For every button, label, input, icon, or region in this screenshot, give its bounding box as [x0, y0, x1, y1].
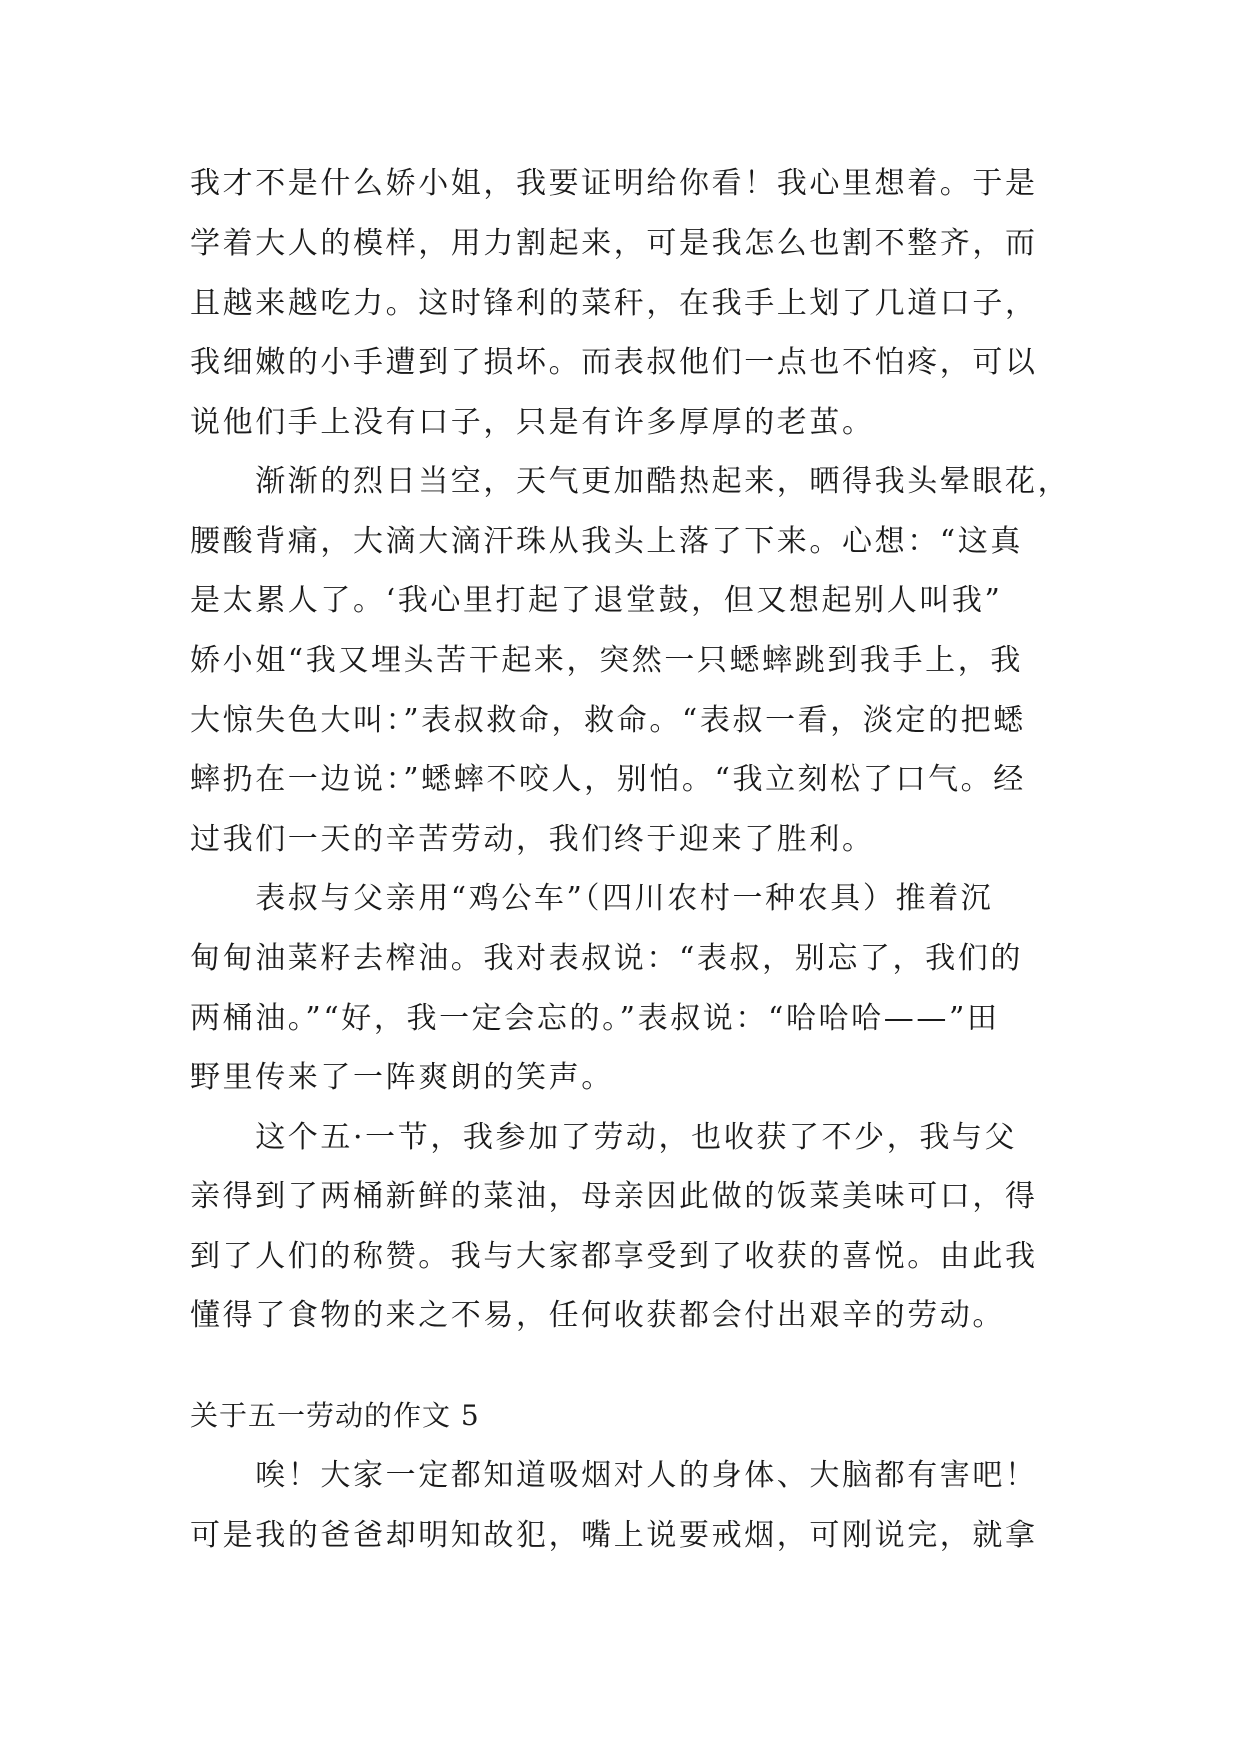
text-line: 大惊失色大叫：”表叔救命，救命。“表叔一看，淡定的把蟋 — [190, 703, 1026, 738]
text-line: 渐渐的烈日当空，天气更加酷热起来，晒得我头晕眼花， — [190, 464, 1071, 499]
text-line: 亲得到了两桶新鲜的菜油，母亲因此做的饭菜美味可口，得 — [190, 1179, 1038, 1214]
text-line: 懂得了食物的来之不易，任何收获都会付出艰辛的劳动。 — [190, 1298, 1005, 1333]
text-line: 可是我的爸爸却明知故犯，嘴上说要戒烟，可刚说完，就拿 — [190, 1518, 1038, 1553]
text-line: 我细嫩的小手遭到了损坏。而表叔他们一点也不怕疼，可以 — [190, 345, 1038, 380]
text-line: 到了人们的称赞。我与大家都享受到了收获的喜悦。由此我 — [190, 1239, 1038, 1274]
text-line: 且越来越吃力。这时锋利的菜秆，在我手上划了几道口子， — [190, 286, 1038, 321]
text-line: 娇小姐“我又埋头苦干起来，突然一只蟋蟀跳到我手上，我 — [190, 643, 1023, 678]
text-line: 表叔与父亲用“鸡公车”（四川农村一种农具）推着沉 — [190, 881, 994, 916]
text-line: 学着大人的模样，用力割起来，可是我怎么也割不整齐，而 — [190, 226, 1038, 261]
section-heading: 关于五一劳动的作文 5 — [190, 1399, 480, 1432]
text-line: 野里传来了一阵爽朗的笑声。 — [190, 1060, 614, 1095]
text-line: 说他们手上没有口子，只是有许多厚厚的老茧。 — [190, 405, 875, 440]
text-line: 这个五·一节，我参加了劳动，也收获了不少，我与父 — [190, 1120, 1018, 1155]
text-line: 过我们一天的辛苦劳动，我们终于迎来了胜利。 — [190, 822, 875, 857]
text-line: 甸甸油菜籽去榨油。我对表叔说：“表叔，别忘了，我们的 — [190, 941, 1023, 976]
text-line: 我才不是什么娇小姐，我要证明给你看！我心里想着。于是 — [190, 166, 1038, 201]
text-line: 是太累人了。‘我心里打起了退堂鼓，但又想起别人叫我” — [190, 583, 1003, 618]
text-line: 蟀扔在一边说：”蟋蟀不咬人，别怕。“我立刻松了口气。经 — [190, 762, 1026, 797]
text-line: 两桶油。”“好，我一定会忘的。”表叔说：“哈哈哈——”田 — [190, 1001, 1000, 1036]
text-line: 唉！大家一定都知道吸烟对人的身体、大脑都有害吧！ — [190, 1458, 1038, 1493]
text-line: 腰酸背痛，大滴大滴汗珠从我头上落了下来。心想：“这真 — [190, 524, 1023, 559]
